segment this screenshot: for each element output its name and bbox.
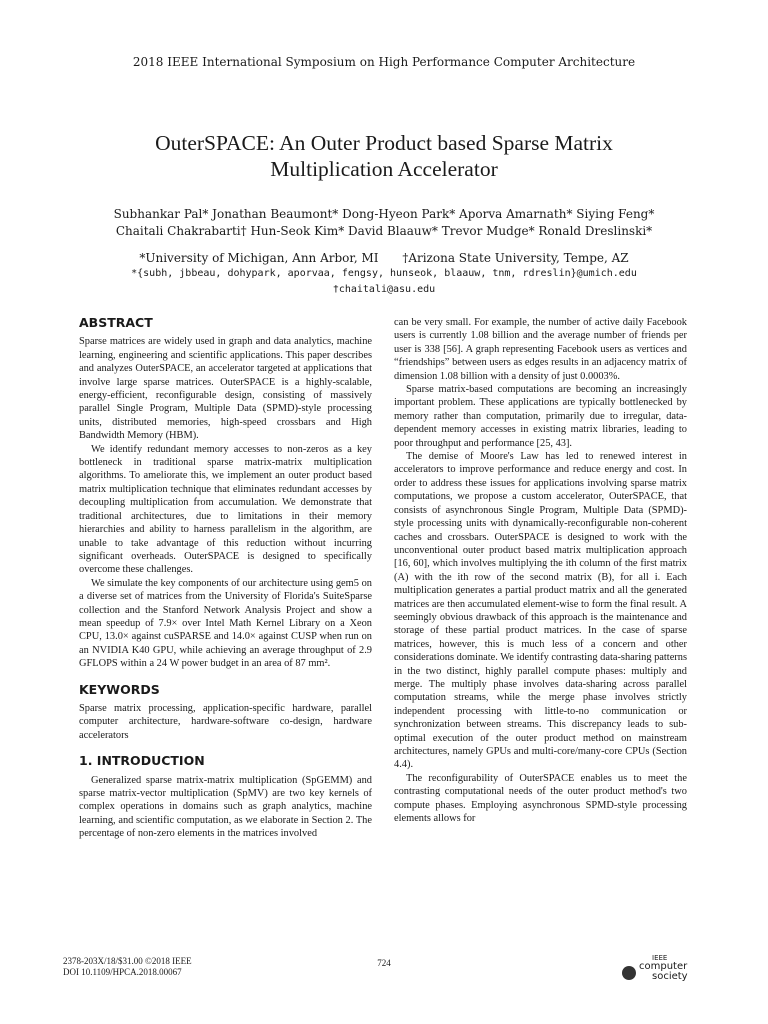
left-column <box>79 316 372 841</box>
introduction-paragraph-1: Generalized sparse matrix-matrix multiplication (SpGEMM) and sparse matrix-vector multiplication (SpMV) are two key kernels of complex operations in domains such as graph analytics, machine learning, and scientific computation, as we elaborate in Section 2. The percentage of non-zero elements in the matrices involved <box>79 774 372 840</box>
author-list <box>40 206 728 240</box>
keywords-heading: KEYWORDS <box>79 681 160 697</box>
page-number: 724 <box>377 958 391 968</box>
paper-title <box>60 130 708 182</box>
affiliations <box>40 250 728 298</box>
email-michigan: *{subh, jbbeau, dohypark, aporvaa, fengsy, hunseok, blaauw, tnm, rdreslin}@umich.edu <box>131 268 637 279</box>
right-paragraph-3: The demise of Moore's Law has led to renewed interest in accelerators to improve performance and reduce energy and cost. In order to address these issues for applications involving sparse matrix computations, we propose a custom accelerator, OuterSPACE, that consists of asynchronous Single Program, Multiple Data (SPMD)-style processing units with dynamically-reconfigurable non-coherent caches and crossbars. OuterSPACE is designed to work with the unconventional outer product based matrix multiplication approach [16, 60], which involves multiplying the ith column of the first matrix (A) with the ith row of the second matrix (B), for all i. Each multiplication generates a partial product matrix and all the generated matrices are then accumulated element-wise to form the final result. A seemingly obvious drawback of this approach is the maintenance and storage of these partial product matrices. In the case of sparse matrices, however, this is much less of a concern and other considerations dominate. We identify contrasting data-sharing patterns in the two distinct, highly parallel compute phases: multiply and merge. The multiply phase involves data-sharing across parallel computation streams, while the merge phase involves strictly independent processing with little-to-no communication or synchronization between streams. This discrepancy leads to sub-optimal execution of the outer product method on mainstream architectures, namely GPUs and multi-core/many-core CPUs (Section 4.4). <box>394 451 688 771</box>
introduction-heading: 1. INTRODUCTION <box>79 753 205 769</box>
affiliation-asu: †Arizona State University, Tempe, AZ <box>402 251 629 265</box>
ieee-computer-society-logo <box>622 954 702 986</box>
affiliation-michigan: *University of Michigan, Ann Arbor, MI <box>139 251 379 265</box>
abstract-heading: ABSTRACT <box>79 315 153 330</box>
email-asu: †chaitali@asu.edu <box>332 284 436 295</box>
author-line-1: Subhankar Pal* Jonathan Beaumont* Dong-Hyeon Park* Aporva Amarnath* Siying Feng* <box>113 207 655 221</box>
affiliation-line <box>40 250 728 266</box>
title-line-2: Multiplication Accelerator <box>270 157 498 181</box>
footer-doi: DOI 10.1109/HPCA.2018.00067 <box>63 967 182 977</box>
author-line-2: Chaitali Chakrabarti† Hun-Seok Kim* David Blaauw* Trevor Mudge* Ronald Dreslinski* <box>115 224 653 238</box>
conference-header: 2018 IEEE International Symposium on High Performance Computer Architecture <box>132 55 636 69</box>
footer-isbn: 2378-203X/18/$31.00 ©2018 IEEE <box>63 956 192 966</box>
keywords-text: Sparse matrix processing, application-specific hardware, parallel computer architecture, hardware-software co-design, hardware accelerators <box>79 702 372 741</box>
logo-text-computer: computer <box>639 961 688 972</box>
right-paragraph-2: Sparse matrix-based computations are becoming an increasingly important problem. These applications are typically bottlenecked by memory rather than computation, primarily due to irregular, data-dependent memory accesses in existing matrix libraries, leading to poor throughput and performance [25, 43]. <box>394 384 687 449</box>
right-paragraph-4: The reconfigurability of OuterSPACE enables us to meet the contrasting computational needs of the outer product method's two compute phases. Employing asynchronous SPMD-style processing elements allows for <box>394 772 687 825</box>
right-column <box>394 316 687 825</box>
title-line-1: OuterSPACE: An Outer Product based Sparse Matrix <box>155 131 613 155</box>
right-paragraph-1: can be very small. For example, the number of active daily Facebook users is currently 1.08 billion and the average number of friends per user is 338 [56]. A graph representing Facebook users as vertices and “friendships” between users as edges results in an adjacency matrix of dimension 1.08 billion with a density of just 0.0003%. <box>394 317 687 382</box>
abstract-paragraph-3: We simulate the key components of our architecture using gem5 on a diverse set of matrices from the University of Florida's SuiteSparse collection and the Stanford Network Analysis Project and show a mean speedup of 7.9× over Intel Math Kernel Library on a Xeon CPU, 13.0× against cuSPARSE and 14.0× against CUSP when run on an NVIDIA K40 GPU, while achieving an average throughput of 2.9 GFLOPS within a 24 W power budget in an area of 87 mm². <box>79 577 372 670</box>
logo-mark-icon <box>622 966 636 980</box>
logo-text-ieee: IEEE <box>652 954 668 962</box>
abstract-paragraph-1: Sparse matrices are widely used in graph and data analytics, machine learning, engineering and scientific applications. This paper describes and analyzes OuterSPACE, an accelerator targeted at applications that involve large sparse matrices. OuterSPACE is a highly-scalable, energy-efficient, reconfigurable design, consisting of massively parallel Single Program, Multiple Data (SPMD)-style processing units, distributed memories, high-speed crossbars and High Bandwidth Memory (HBM). <box>79 336 372 442</box>
abstract-paragraph-2: We identify redundant memory accesses to non-zeros as a key bottleneck in traditional sparse matrix-matrix multiplication algorithms. To ameliorate this, we implement an outer product based matrix multiplication technique that eliminates redundant accesses by decoupling multiplication from accumulation. We demonstrate that traditional architectures, due to limitations in their memory hierarchies and ability to harness parallelism in the algorithm, are unable to take advantage of this reduction without incurring significant overheads. OuterSPACE is designed to specifically overcome these challenges. <box>79 443 372 576</box>
logo-text-society: society <box>652 971 688 982</box>
